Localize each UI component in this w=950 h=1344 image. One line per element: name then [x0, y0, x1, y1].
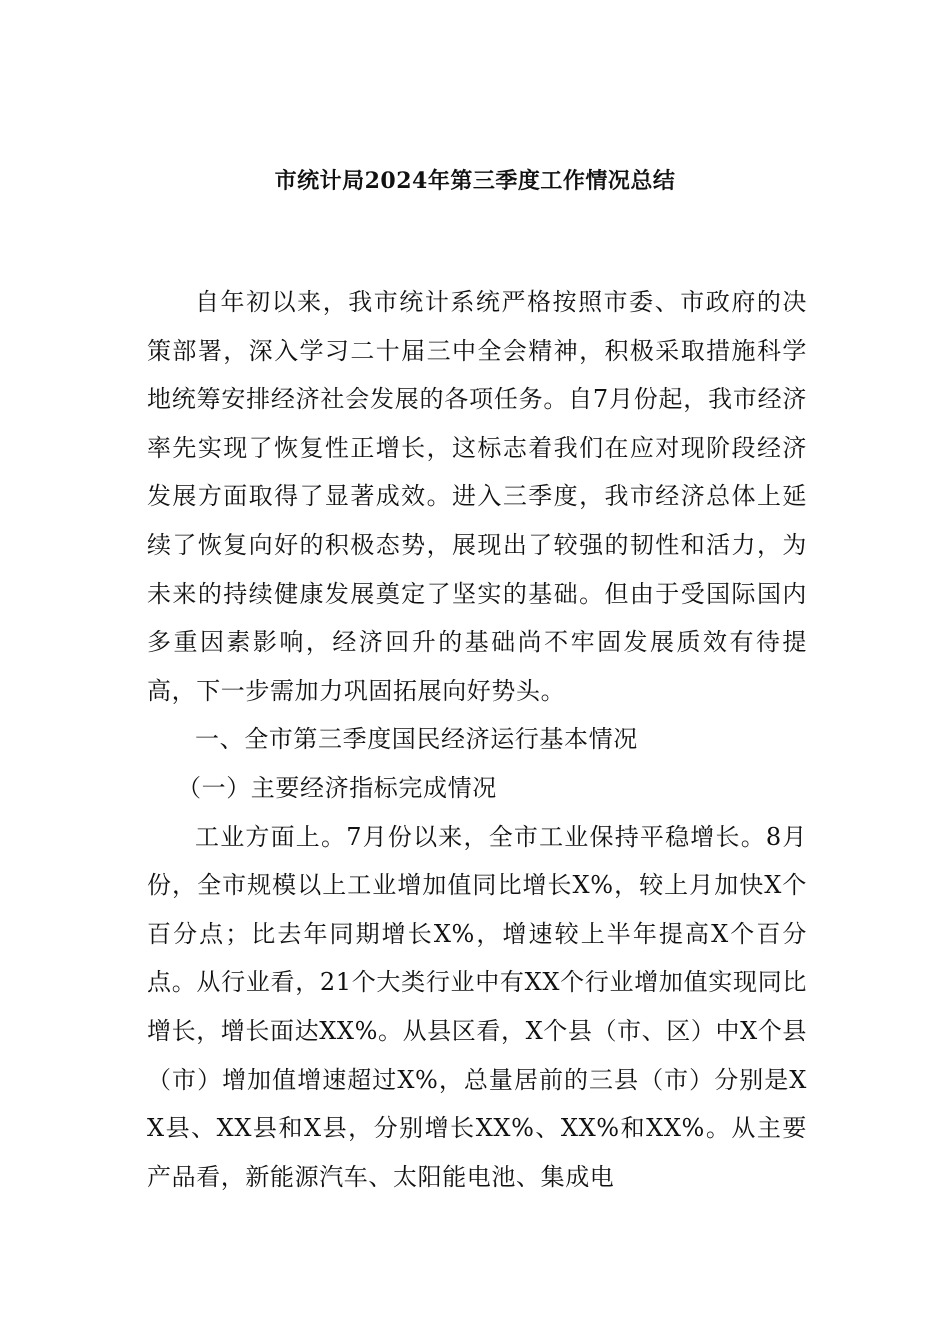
industry-paragraph: 工业方面上。7月份以来，全市工业保持平稳增长。8月份，全市规模以上工业增加值同比增长X%，较上月加快X个百分点；比去年同期增长X%，增速较上半年提高X个百分点。从行业看，21个大类行业中有XX个行业增加值实现同比增长，增长面达XX%。从县区看，X个县（市、区）中X个县（市）增加值增速超过X%，总量居前的三县（市）分别是XX县、XX县和X县，分别增长XX%、XX%和XX%。从主要产品看，新能源汽车、太阳能电池、集成电 [147, 822, 807, 1191]
intro-paragraph: 自年初以来，我市统计系统严格按照市委、市政府的决策部署，深入学习二十届三中全会精神，积极采取措施科学地统筹安排经济社会发展的各项任务。自7月份起，我市经济率先实现了恢复性正增长，这标志着我们在应对现阶段经济发展方面取得了显著成效。进入三季度，我市经济总体上延续了恢复向好的积极态势，展现出了较强的韧性和活力，为未来的持续健康发展奠定了坚实的基础。但由于受国际国内多重因素影响，经济回升的基础尚不牢固发展质效有待提高，下一步需加力巩固拓展向好势头。 [147, 288, 807, 705]
document-body [147, 278, 807, 1201]
subsection-heading: （一）主要经济指标完成情况 [177, 773, 497, 802]
section-heading: 一、全市第三季度国民经济运行基本情况 [195, 725, 638, 754]
document-title: 市统计局2024年第三季度工作情况总结 [274, 168, 676, 194]
